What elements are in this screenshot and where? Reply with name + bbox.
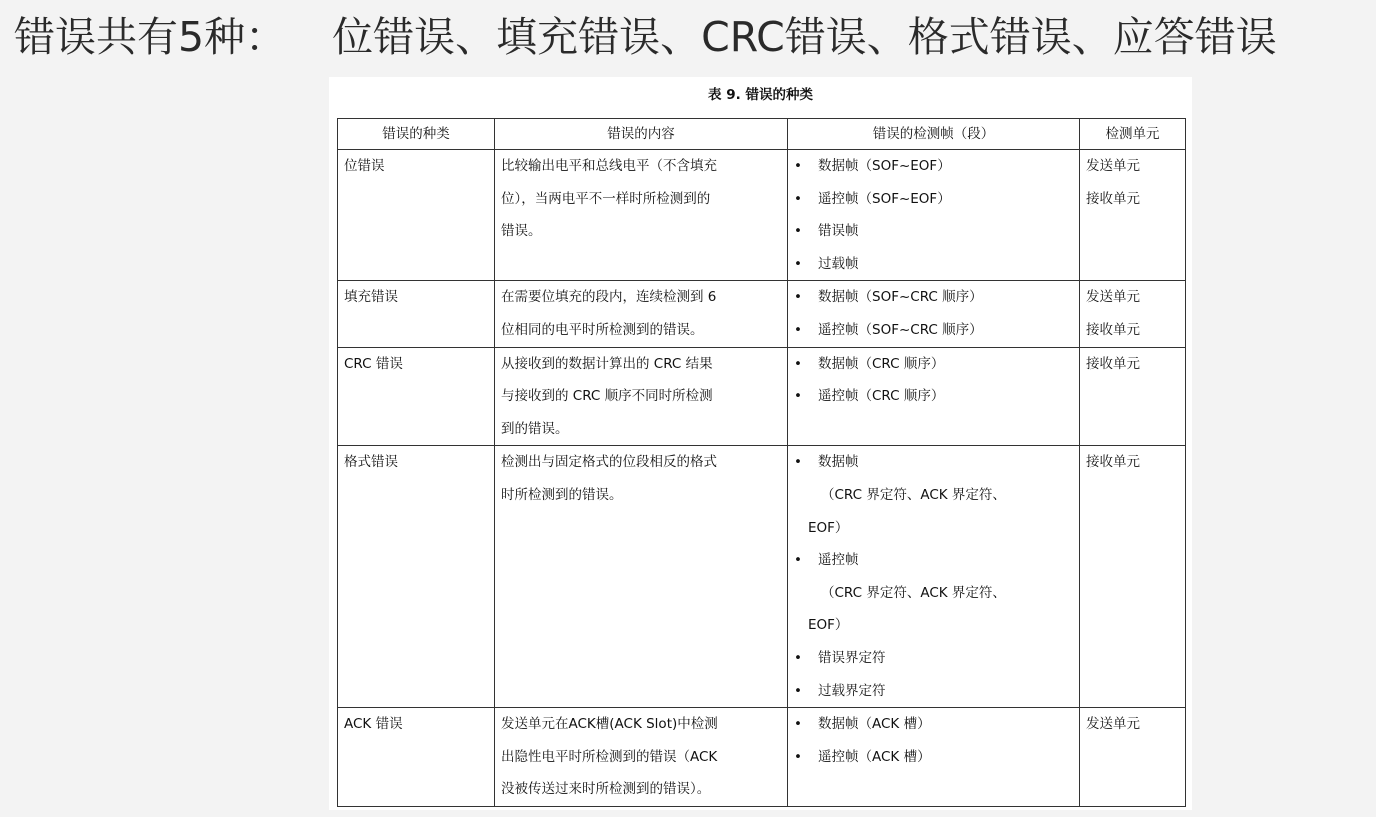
bullet-icon: • [794, 552, 802, 569]
unit-text: 接收单元 [1086, 190, 1140, 207]
cell-detection-frame [788, 150, 1080, 281]
table-row [338, 708, 1186, 807]
content-line: 到的错误。 [501, 420, 569, 437]
unit-text: 接收单元 [1086, 321, 1140, 338]
error-type-text: CRC 错误 [344, 355, 403, 372]
error-type-text: ACK 错误 [344, 716, 403, 733]
frame-item: • 错误界定符 [794, 642, 1073, 675]
slide-heading [14, 4, 1277, 70]
content-line: 出隐性电平时所检测到的错误（ACK [501, 748, 718, 765]
frame-item: • 数据帧（SOF~CRC 顺序） [794, 281, 1073, 314]
frame-item: • 数据帧 [794, 446, 1073, 479]
table-row [338, 150, 1186, 281]
bullet-icon: • [794, 649, 802, 666]
frame-item: • 遥控帧（CRC 顺序） [794, 380, 1073, 413]
content-line: 在需要位填充的段内，连续检测到 6 [501, 289, 717, 306]
bullet-icon: • [794, 388, 802, 405]
content-line: 错误。 [501, 223, 542, 240]
cell-detection-frame [788, 708, 1080, 807]
frame-item: • 遥控帧（SOF~CRC 顺序） [794, 314, 1073, 347]
content-line: 发送单元在ACK槽(ACK Slot)中检测 [501, 716, 718, 733]
frame-item: • 遥控帧（ACK 槽） [794, 741, 1073, 774]
error-types-table [337, 118, 1186, 807]
content-line: 检测出与固定格式的位段相反的格式 [501, 454, 717, 471]
bullet-icon: • [794, 255, 802, 272]
frame-item: • 数据帧（SOF~EOF） [794, 150, 1073, 183]
bullet-icon: • [794, 190, 802, 207]
table-header-row [338, 119, 1186, 150]
cell-detection-unit [1080, 347, 1186, 446]
header-detection-frame: 错误的检测帧（段） [788, 119, 1080, 150]
bullet-icon: • [794, 682, 802, 699]
cell-error-content [495, 446, 788, 708]
cell-error-content [495, 347, 788, 446]
heading-error-list: 位错误、填充错误、CRC错误、格式错误、应答错误 [332, 13, 1277, 61]
content-line: 位相同的电平时所检测到的错误。 [501, 321, 704, 338]
cell-detection-frame [788, 281, 1080, 347]
cell-error-content [495, 150, 788, 281]
cell-detection-frame [788, 446, 1080, 708]
frame-item-detail: EOF） [808, 519, 849, 536]
unit-text: 接收单元 [1086, 454, 1140, 471]
bullet-icon: • [794, 355, 802, 372]
frame-item: • 遥控帧（SOF~EOF） [794, 183, 1073, 216]
cell-detection-frame [788, 347, 1080, 446]
frame-item-detail: EOF） [808, 617, 849, 634]
frame-item-detail: （CRC 界定符、ACK 界定符、 [821, 584, 1006, 601]
cell-error-type [338, 281, 495, 347]
cell-error-type [338, 150, 495, 281]
bullet-icon: • [794, 716, 802, 733]
cell-error-type [338, 446, 495, 708]
unit-text: 发送单元 [1086, 158, 1140, 174]
table-row [338, 347, 1186, 446]
table-row [338, 446, 1186, 708]
bullet-icon: • [794, 223, 802, 240]
header-error-type: 错误的种类 [338, 119, 495, 150]
document-excerpt [329, 77, 1192, 810]
bullet-icon: • [794, 454, 802, 471]
cell-error-type [338, 347, 495, 446]
table-row [338, 281, 1186, 347]
content-line: 与接收到的 CRC 顺序不同时所检测 [501, 388, 713, 405]
error-type-text: 格式错误 [344, 454, 398, 471]
frame-item: • 数据帧（ACK 槽） [794, 708, 1073, 741]
cell-detection-unit [1080, 446, 1186, 708]
table-caption: 表 9. 错误的种类 [708, 87, 813, 103]
frame-item: • 过载界定符 [794, 675, 1073, 708]
unit-text: 发送单元 [1086, 289, 1140, 306]
unit-text: 接收单元 [1086, 355, 1140, 372]
content-line: 位），当两电平不一样时所检测到的 [501, 190, 711, 207]
bullet-icon: • [794, 748, 802, 765]
frame-item: • 数据帧（CRC 顺序） [794, 348, 1073, 381]
error-type-text: 位错误 [344, 158, 385, 174]
heading-prefix: 错误共有5种： [14, 13, 287, 61]
cell-detection-unit [1080, 281, 1186, 347]
cell-error-type [338, 708, 495, 807]
cell-detection-unit [1080, 150, 1186, 281]
bullet-icon: • [794, 158, 802, 174]
bullet-icon: • [794, 321, 802, 338]
content-line: 没被传送过来时所检测到的错误）。 [501, 781, 711, 798]
header-error-content: 错误的内容 [495, 119, 788, 150]
header-detection-unit: 检测单元 [1080, 119, 1186, 150]
error-type-text: 填充错误 [344, 289, 398, 306]
content-line: 从接收到的数据计算出的 CRC 结果 [501, 355, 713, 372]
unit-text: 发送单元 [1086, 716, 1140, 733]
frame-item: • 过载帧 [794, 248, 1073, 281]
cell-error-content [495, 708, 788, 807]
cell-detection-unit [1080, 708, 1186, 807]
frame-item: • 错误帧 [794, 215, 1073, 248]
frame-item: • 遥控帧 [794, 544, 1073, 577]
content-line: 比较输出电平和总线电平（不含填充 [501, 158, 717, 174]
cell-error-content [495, 281, 788, 347]
bullet-icon: • [794, 289, 802, 306]
frame-item-detail: （CRC 界定符、ACK 界定符、 [821, 486, 1006, 503]
content-line: 时所检测到的错误。 [501, 486, 623, 503]
